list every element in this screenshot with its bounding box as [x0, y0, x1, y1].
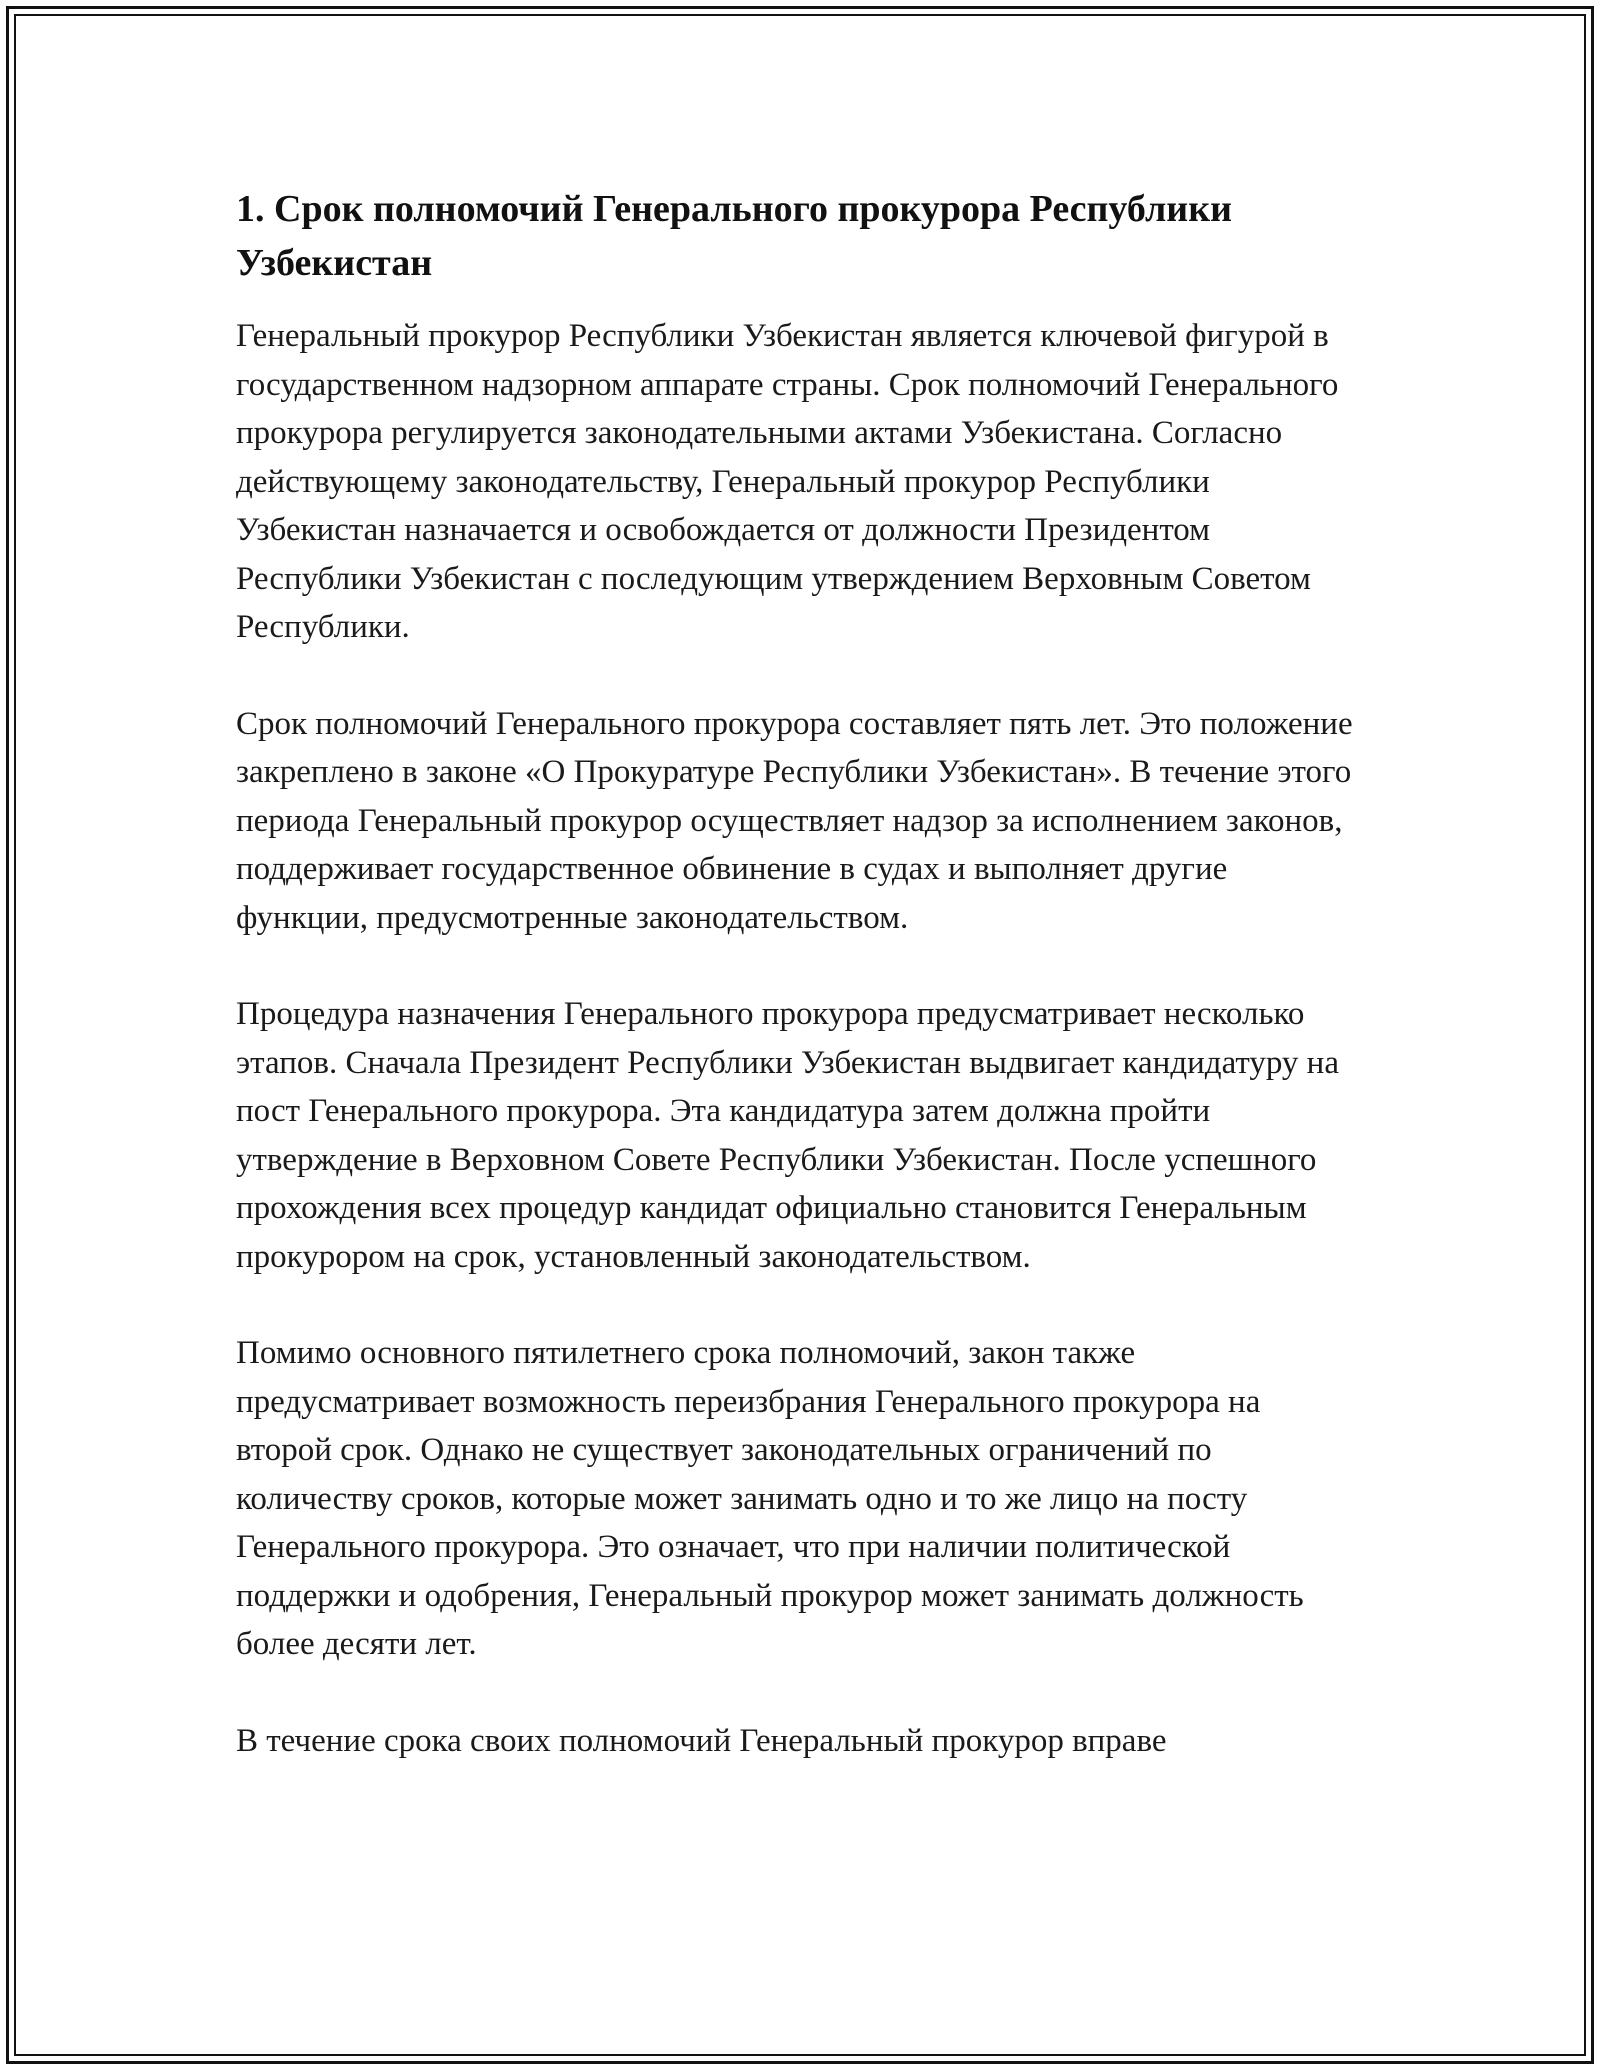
section-heading: 1. Срок полномочий Генерального прокурора Республики Узбекистан	[236, 188, 1232, 284]
paragraph-3: Процедура назначения Генерального прокурора предусматривает несколько этапов. Сначала Президент Республики Узбекистан выдвигает кандидатуру на пост Генерального прокурора. Эта кандидатура затем должна пройти утверждение в Верховном Совете Республики Узбекистан. После успешного прохождения всех процедур кандидат официально становится Генеральным прокурором на срок, установленный законодательством.	[236, 996, 1339, 1275]
document-body	[236, 182, 1364, 1813]
paragraph-1: Генеральный прокурор Республики Узбекистан является ключевой фигурой в государственном надзорном аппарате страны. Срок полномочий Генерального прокурора регулируется законодательными актами Узбекистана. Согласно действующему законодательству, Генеральный прокурор Республики Узбекистан назначается и освобождается от должности Президентом Республики Узбекистан с последующим утверждением Верховным Советом Республики.	[236, 318, 1339, 645]
paragraph-5: В течение срока своих полномочий Генеральный прокурор вправе	[236, 1722, 1167, 1759]
paragraph-4: Помимо основного пятилетнего срока полномочий, закон также предусматривает возможность переизбрания Генерального прокурора на второй срок. Однако не существует законодательных ограничений по количеству сроков, которые может занимать одно и то же лицо на посту Генерального прокурора. Это означает, что при наличии политической поддержки и одобрения, Генеральный прокурор может занимать должность более десяти лет.	[236, 1335, 1304, 1662]
paragraph-2: Срок полномочий Генерального прокурора составляет пять лет. Это положение закреплено в законе «О Прокуратуре Республики Узбекистан». В течение этого периода Генеральный прокурор осуществляет надзор за исполнением законов, поддерживает государственное обвинение в судах и выполняет другие функции, предусмотренные законодательством.	[236, 705, 1353, 936]
